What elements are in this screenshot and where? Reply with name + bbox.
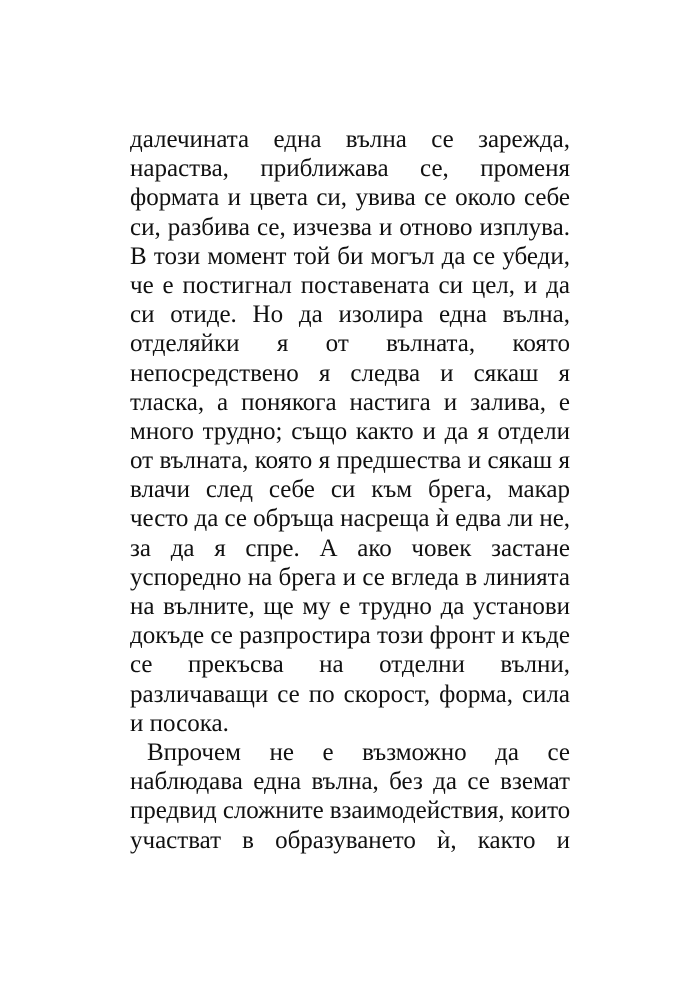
text-line: участват в образуването ѝ, както и xyxy=(130,826,570,854)
text-line: от вълната, която я предшества и сякаш я xyxy=(130,447,570,475)
text-line: нараства, приближава се, променя xyxy=(130,155,570,183)
text-line: често да се обръща насреща ѝ едва ли не, xyxy=(130,505,571,533)
text-line: различаващи се по скорост, форма, сила xyxy=(130,680,570,708)
text-line: за да я спре. А ако човек застане xyxy=(130,534,570,562)
text-line: си, разбива се, изчезва и отново изплува. xyxy=(130,213,570,241)
text-line: много трудно; също както и да я отдели xyxy=(130,417,570,445)
text-line: си отиде. Но да изолира една вълна, xyxy=(130,301,570,329)
text-line: на вълните, ще му е трудно да установи xyxy=(130,593,570,620)
text-line: предвид сложните взаимодействия, които xyxy=(130,797,571,825)
body-text xyxy=(130,125,570,855)
text-line: че е постигнал поставената си цел, и да xyxy=(130,271,570,299)
text-line: тласка, а понякога настига и залива, е xyxy=(130,388,570,416)
text-line: се прекъсва на отделни вълни, xyxy=(130,651,570,679)
text-line: формата и цвета си, увива се около себе xyxy=(130,184,570,212)
text-line: Впрочем не е възможно да се xyxy=(147,738,570,766)
text-line: далечината една вълна се зарежда, xyxy=(130,126,570,153)
text-line: влачи след себе си към брега, макар xyxy=(130,476,570,504)
text-line: В този момент той би могъл да се убеди, xyxy=(130,242,570,270)
text-line: и посока. xyxy=(130,709,229,737)
text-line: непосредствено я следва и сякаш я xyxy=(130,359,570,387)
text-line: успоредно на брега и се вгледа в линията xyxy=(130,563,570,591)
text-line: наблюдава една вълна, без да се вземат xyxy=(130,768,570,796)
text-line: отделяйки я от вълната, която xyxy=(130,330,570,358)
text-line: докъде се разпростира този фронт и къде xyxy=(130,622,570,650)
